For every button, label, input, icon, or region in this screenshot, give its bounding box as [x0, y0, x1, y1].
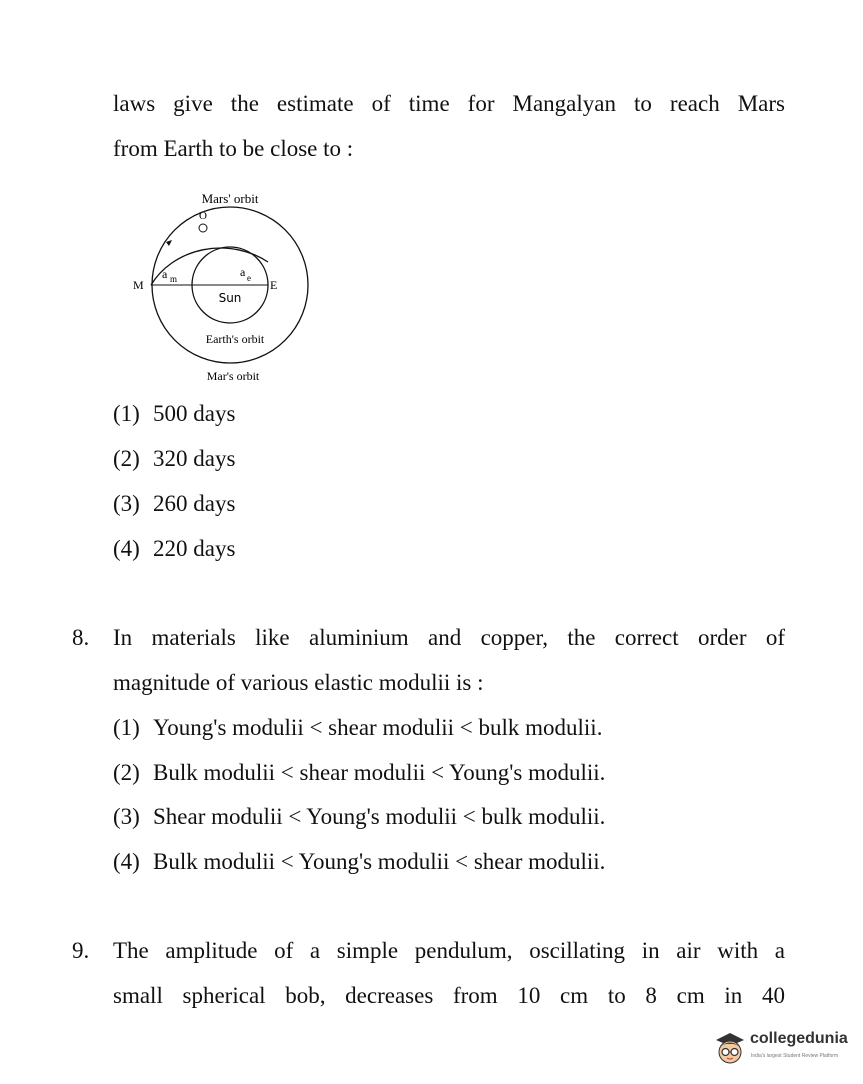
option-label: (3): [113, 491, 140, 516]
q8-text-line-1: In materials like aluminium and copper, the correct order of: [113, 625, 785, 650]
q9-text-line-2: small spherical bob, decreases from 10 cm to 8 cm in 40: [113, 983, 785, 1008]
option-text: 320 days: [153, 446, 236, 471]
q7-text-line-1: laws give the estimate of time for Mangalyan to reach Mars: [113, 91, 785, 116]
option-text: Young's modulii < shear modulii < bulk modulii.: [153, 715, 603, 740]
option-text: Bulk modulii < Young's modulii < shear modulii.: [153, 849, 606, 874]
q8-option-3: [113, 802, 605, 832]
q9-number: 9.: [72, 938, 90, 963]
q8-option-2: [113, 758, 605, 788]
q9-text-line-1: The amplitude of a simple pendulum, oscillating in air with a: [113, 938, 785, 963]
option-label: (3): [113, 804, 140, 829]
q8-number: 8.: [72, 625, 90, 650]
point-o-label: O: [199, 210, 207, 222]
diagram-mars-orbit-label: Mars' orbit: [201, 191, 259, 206]
a-m-subscript: m: [170, 274, 178, 284]
option-label: (2): [113, 760, 140, 785]
logo-brand-text: collegedunia: [750, 1030, 848, 1047]
mars-orbit-bottom-label: Mar's orbit: [206, 369, 260, 383]
a-e-subscript: e: [247, 273, 251, 283]
option-label: (4): [113, 849, 140, 874]
collegedunia-logo: [712, 1024, 852, 1074]
option-text: 500 days: [153, 401, 236, 426]
q8-option-1: [113, 713, 602, 743]
option-label: (1): [113, 715, 140, 740]
point-m-label: M: [133, 278, 144, 292]
option-label: (4): [113, 536, 140, 561]
option-label: (2): [113, 446, 140, 471]
q7-text-line-2: from Earth to be close to :: [113, 136, 354, 161]
earth-orbit-label: Earth's orbit: [205, 332, 265, 346]
point-e-label: E: [270, 278, 278, 292]
q7-option-1: [113, 399, 235, 429]
option-text: 260 days: [153, 491, 236, 516]
option-label: (1): [113, 401, 140, 426]
a-e-label: a: [240, 265, 246, 279]
q8-text-line-2: magnitude of various elastic modulii is :: [113, 670, 484, 695]
q7-option-2: [113, 444, 235, 474]
q7-option-3: [113, 489, 235, 519]
a-m-label: a: [162, 267, 168, 281]
orbit-diagram: [125, 185, 325, 390]
option-text: 220 days: [153, 536, 236, 561]
logo-tagline: India's largest Student Review Platform: [751, 1053, 839, 1059]
option-text: Shear modulii < Young's modulii < bulk modulii.: [153, 804, 606, 829]
q7-option-4: [113, 534, 235, 564]
option-text: Bulk modulii < shear modulii < Young's modulii.: [153, 760, 606, 785]
point-o-marker: [199, 224, 207, 232]
mascot-icon: [712, 1028, 748, 1068]
sun-label: Sun: [218, 291, 242, 305]
q8-option-4: [113, 847, 605, 877]
transfer-direction-arrow: [166, 240, 172, 246]
